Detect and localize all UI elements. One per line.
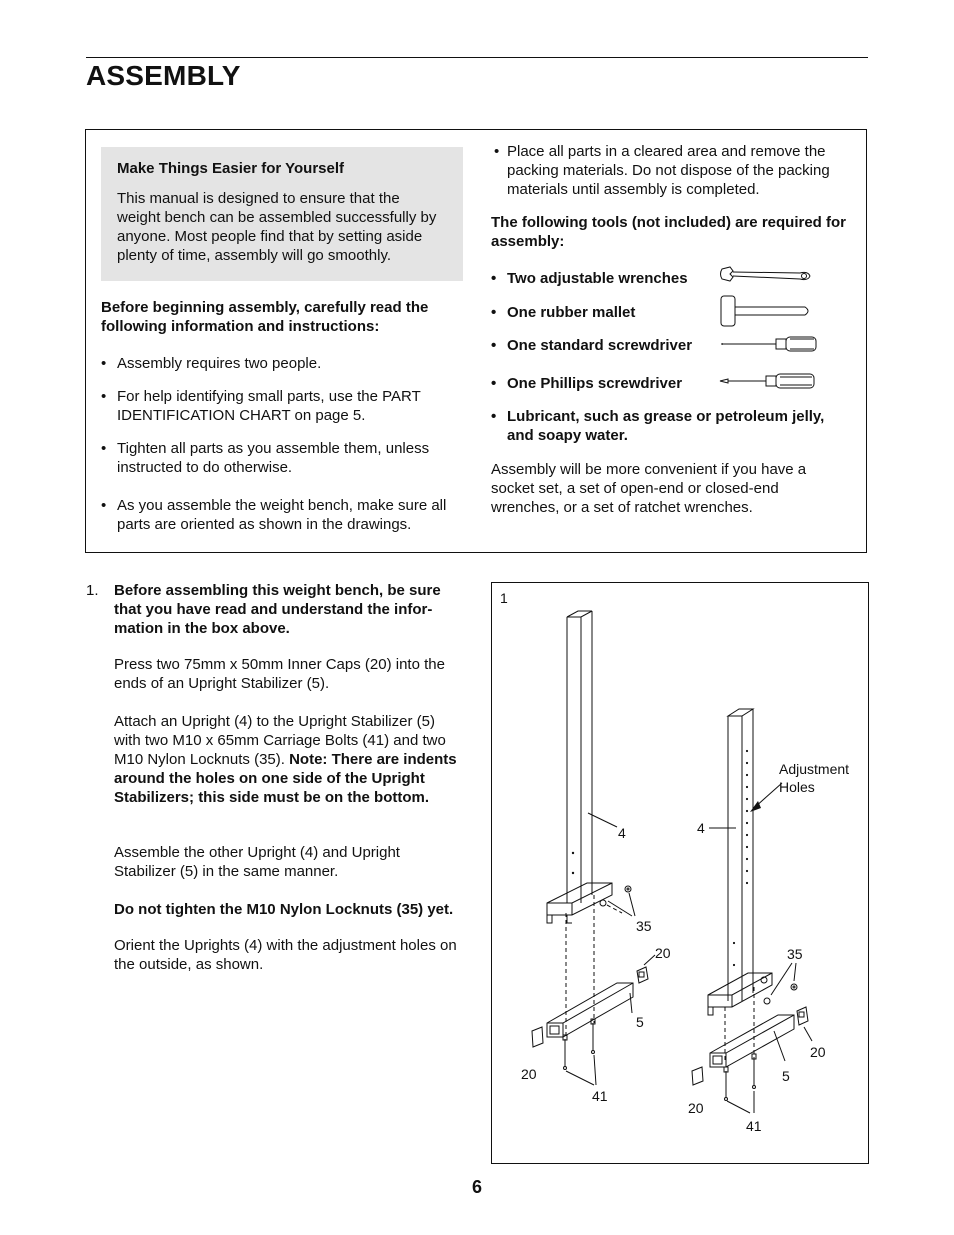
bullet-item: • Tighten all parts as you assemble them, unless instructed to do otherwise. [101,439,466,477]
label-right-cap-left: 20 [688,1100,704,1116]
label-right-upright: 4 [697,820,705,836]
page-title: ASSEMBLY [86,60,241,91]
before-heading: Before beginning assembly, carefully read the following information and instructions: [101,299,429,335]
header-rule [86,57,868,58]
bullet-item: • For help identifying small parts, use the PART IDENTIFICATION CHART on page 5. [101,387,466,425]
step-paragraph [114,712,459,807]
figure-number: 1 [500,590,508,606]
rubber-mallet-icon [721,296,808,326]
tip-body: This manual is designed to ensure that the weight bench can be assembled successfully by anyone. Most people find that by setting aside plenty of time, assembly will go smoothly. [117,190,437,264]
assembly-figure [491,582,869,1164]
bullet-item: • As you assemble the weight bench, make sure all parts are oriented as shown in the drawings. [101,496,466,534]
step-paragraph: Assemble the other Upright (4) and Upright Stabilizer (5) in the same manner. [114,844,400,880]
label-left-stabilizer: 5 [636,1014,644,1030]
bullet-text: Place all parts in a cleared area and remove the packing materials. Do not dispose of the packing materials until assembly is completed. [507,143,830,198]
tool-label: One Phillips screwdriver [507,375,683,392]
adjustment-holes [733,750,748,966]
label-left-cap-left: 20 [521,1066,537,1082]
label-left-locknut: 35 [636,918,652,934]
step-note: Note: There are indents around the holes on one side of the Upright Stabilizers; this side must be on the bottom. [114,751,457,806]
tool-label: One rubber mallet [507,304,636,321]
label-left-upright: 4 [618,825,626,841]
step-number: 1. [86,582,99,599]
page-number: 6 [471,1177,482,1197]
bullet-text: For help identifying small parts, use the PART IDENTIFICATION CHART on page 5. [117,388,421,424]
tool-item: • One rubber mallet [491,303,711,322]
bullet-text: Tighten all parts as you assemble them, unless instructed to do otherwise. [117,440,430,476]
tool-item: • One Phillips screwdriver [491,374,711,393]
tools-illustration [718,262,818,392]
tip-heading: Make Things Easier for Yourself [117,160,345,177]
tool-item: • Lubricant, such as grease or petroleum jelly, and soapy water. [491,407,851,445]
tip-box [101,147,463,281]
step-text: Attach an Upright (4) to the Upright Stabilizer (5) with two M10 x 65mm Carriage Bolts (41) and two M10 Nylon Locknuts (35). [114,713,446,768]
step-warning: Do not tighten the M10 Nylon Locknuts (35) yet. [114,901,454,918]
bullet-text: As you assemble the weight bench, make sure all parts are oriented as shown in the drawings. [117,497,447,533]
bullet-item: • Assembly requires two people. [101,354,466,373]
label-left-bolts: 41 [592,1088,608,1104]
adjustable-wrench-icon [721,267,811,281]
label-adjustment-line2: Holes [779,779,815,795]
step-paragraph: Orient the Uprights (4) with the adjustment holes on the outside, as shown. [114,937,457,973]
tool-label: One standard screwdriver [507,337,693,354]
tool-item: • One standard screwdriver [491,336,711,355]
label-right-cap-right: 20 [810,1044,826,1060]
standard-screwdriver-icon [722,337,816,351]
assembly-diagram [492,583,867,1162]
tools-heading: The following tools (not included) are required for assembly: [491,214,846,250]
label-right-locknut: 35 [787,946,803,962]
bullet-text: Assembly requires two people. [117,355,322,372]
label-left-cap-right: 20 [655,945,671,961]
bullet-item: • Place all parts in a cleared area and remove the packing materials. Do not dispose of the packing materials until assembly is completed. [494,142,854,199]
convenience-note: Assembly will be more convenient if you have a socket set, a set of open-end or closed-end wrenches, or a set of ratchet wrenches. [491,461,807,516]
tool-label: Two adjustable wrenches [507,270,688,287]
tool-label: Lubricant, such as grease or petroleum jelly, and soapy water. [507,408,825,444]
tool-item: • Two adjustable wrenches [491,269,711,288]
phillips-screwdriver-icon [720,374,814,388]
label-adjustment-line1: Adjustment [779,761,850,777]
step-paragraph: Press two 75mm x 50mm Inner Caps (20) into the ends of an Upright Stabilizer (5). [114,656,445,692]
label-right-bolts: 41 [746,1118,762,1134]
label-right-stabilizer: 5 [782,1068,790,1084]
step-lead: Before assembling this weight bench, be sure that you have read and understand the infor-mation in the box above. [114,582,441,637]
